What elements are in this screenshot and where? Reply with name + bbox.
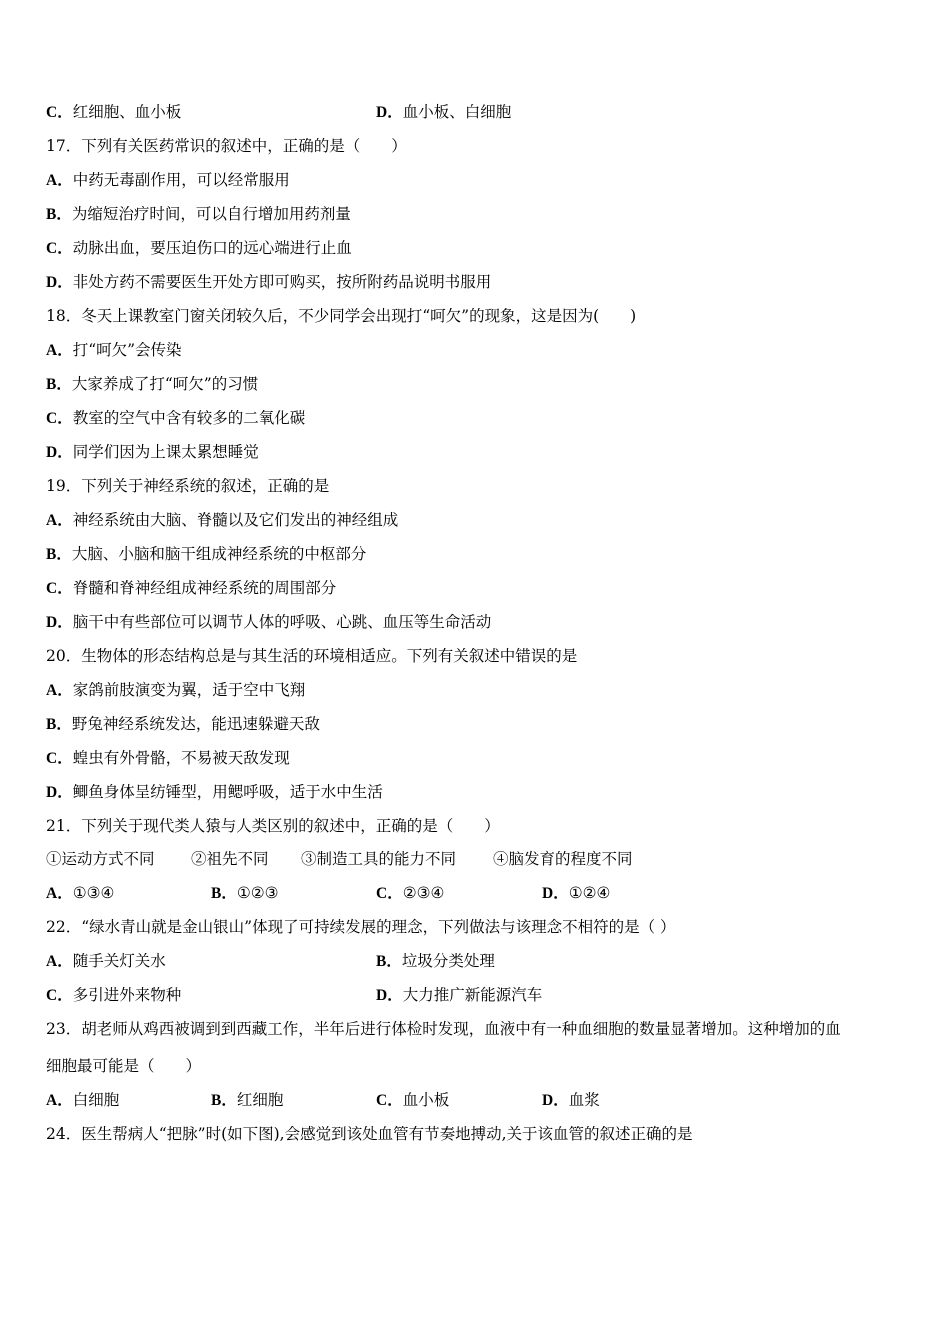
- q21-statement-3: ③制造工具的能力不同: [301, 850, 457, 868]
- q18-option-d: D．同学们因为上课太累想睡觉: [46, 443, 259, 461]
- q22-option-b: B．垃圾分类处理: [376, 952, 495, 970]
- q18-option-a: A．打“呵欠”会传染: [46, 341, 182, 359]
- q16-option-c: C．红细胞、血小板: [46, 103, 182, 121]
- q19-stem: 19．下列关于神经系统的叙述，正确的是: [46, 477, 330, 495]
- q23-option-d: D．血浆: [542, 1091, 600, 1109]
- q19-option-c: C．脊髓和脊神经组成神经系统的周围部分: [46, 579, 337, 597]
- q18-option-b: B．大家养成了打“呵欠”的习惯: [46, 375, 259, 393]
- q21-statement-2: ②祖先不同: [191, 850, 269, 868]
- q23-stem-line-1: 23．胡老师从鸡西被调到到西藏工作，半年后进行体检时发现，血液中有一种血细胞的数量显著增加。这种增加的血: [46, 1020, 841, 1038]
- q23-option-c: C．血小板: [376, 1091, 450, 1109]
- q20-option-d: D．鲫鱼身体呈纺锤型，用鳃呼吸，适于水中生活: [46, 783, 383, 801]
- q17-option-d: D．非处方药不需要医生开处方即可购买，按所附药品说明书服用: [46, 273, 492, 291]
- q24-stem: 24．医生帮病人“把脉”时(如下图),会感觉到该处血管有节奏地搏动,关于该血管的叙述正确的是: [46, 1125, 693, 1143]
- q20-option-b: B．野兔神经系统发达，能迅速躲避天敌: [46, 715, 320, 733]
- q22-option-a: A．随手关灯关水: [46, 952, 166, 970]
- q23-stem-line-2: 细胞最可能是（ ）: [46, 1057, 202, 1075]
- q21-statement-1: ①运动方式不同: [46, 850, 155, 868]
- q21-statement-4: ④脑发育的程度不同: [493, 850, 633, 868]
- q18-stem: 18．冬天上课教室门窗关闭较久后，不少同学会出现打“呵欠”的现象，这是因为( ): [46, 307, 637, 325]
- q19-option-d: D．脑干中有些部位可以调节人体的呼吸、心跳、血压等生命活动: [46, 613, 492, 631]
- q20-option-c: C．蝗虫有外骨骼，不易被天敌发现: [46, 749, 290, 767]
- q20-option-a: A．家鸽前肢演变为翼，适于空中飞翔: [46, 681, 306, 699]
- q17-option-b: B．为缩短治疗时间，可以自行增加用药剂量: [46, 205, 351, 223]
- q22-option-d: D．大力推广新能源汽车: [376, 986, 543, 1004]
- q22-option-c: C．多引进外来物种: [46, 986, 182, 1004]
- q18-option-c: C．教室的空气中含有较多的二氧化碳: [46, 409, 306, 427]
- q16-option-d: D．血小板、白细胞: [376, 103, 512, 121]
- q23-option-b: B．红细胞: [211, 1091, 284, 1109]
- q23-option-a: A．白细胞: [46, 1091, 120, 1109]
- q17-stem: 17．下列有关医药常识的叙述中，正确的是（ ）: [46, 137, 407, 155]
- q21-option-c: C．②③④: [376, 884, 445, 902]
- q21-stem: 21．下列关于现代类人猿与人类区别的叙述中，正确的是（ ）: [46, 817, 500, 835]
- q21-option-b: B．①②③: [211, 884, 279, 902]
- q20-stem: 20．生物体的形态结构总是与其生活的环境相适应。下列有关叙述中错误的是: [46, 647, 578, 665]
- q21-option-a: A．①③④: [46, 884, 115, 902]
- q19-option-b: B．大脑、小脑和脑干组成神经系统的中枢部分: [46, 545, 367, 563]
- q19-option-a: A．神经系统由大脑、脊髓以及它们发出的神经组成: [46, 511, 399, 529]
- q17-option-a: A．中药无毒副作用，可以经常服用: [46, 171, 290, 189]
- q17-option-c: C．动脉出血，要压迫伤口的远心端进行止血: [46, 239, 352, 257]
- q22-stem: 22．“绿水青山就是金山银山”体现了可持续发展的理念，下列做法与该理念不相符的是（ ）: [46, 918, 676, 936]
- q21-option-d: D．①②④: [542, 884, 611, 902]
